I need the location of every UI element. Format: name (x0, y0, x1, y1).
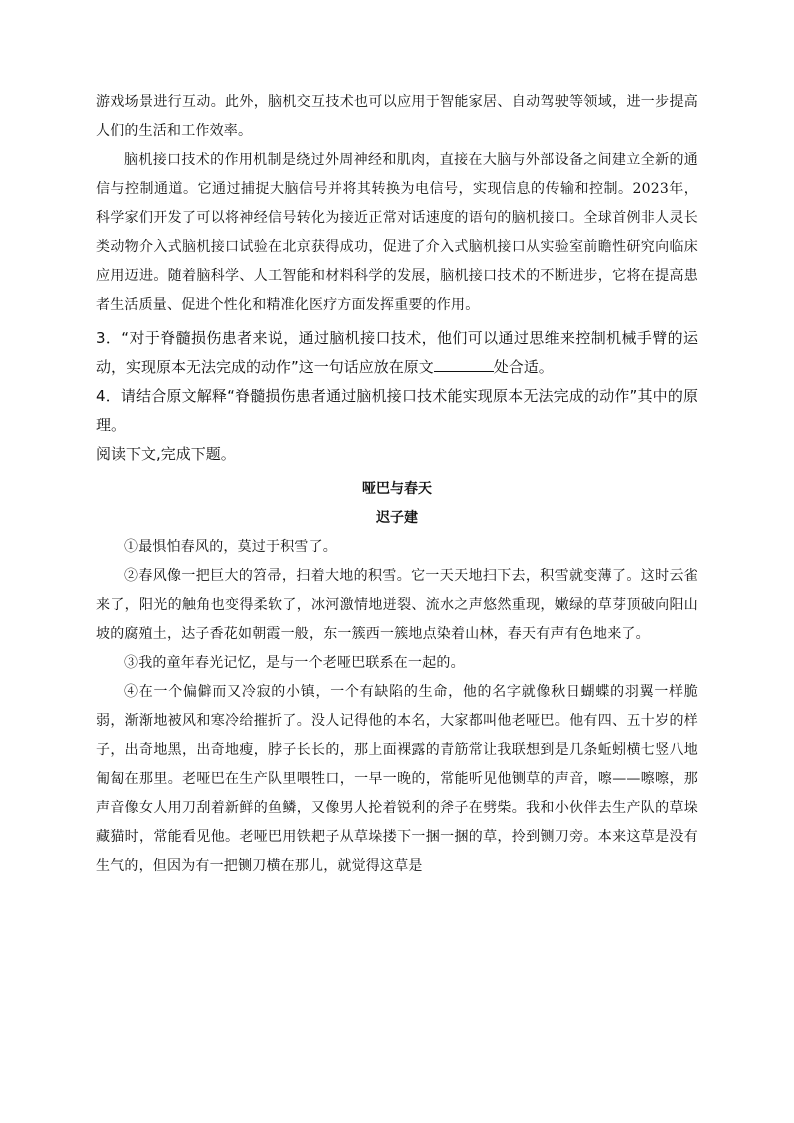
passage-paragraph-continued: 游戏场景进行互动。此外，脑机交互技术也可以应用于智能家居、自动驾驶等领域，进一步提高人们的生活和工作效率。 (96, 94, 698, 139)
article-author: 迟子建 (376, 510, 418, 526)
article-paragraph-4: ④在一个偏僻而又冷寂的小镇，一个有缺陷的生命，他的名字就像秋日蝴蝶的羽翼一样脆弱，渐渐地被风和寒冷给摧折了。没人记得他的本名，大家都叫他老哑巴。他有四、五十岁的样子，出奇地黑，出奇地瘦，脖子长长的，那上面裸露的青筋常让我联想到是几条蚯蚓横七竖八地匍匐在那里。老哑巴在生产队里喂牲口，一早一晚的，常能听见他铡草的声音，嚓——嚓嚓，那声音像女人用刀刮着新鲜的鱼鳞，又像男人抡着锐利的斧子在劈柴。我和小伙伴去生产队的草垛藏猫时，常能看见他。老哑巴用铁耙子从草垛搂下一捆一捆的草，拎到铡刀旁。本来这草是没有生气的，但因为有一把铡刀横在那儿，就觉得这草是 (96, 684, 698, 874)
question-3 (96, 324, 698, 382)
question-3-tail: 处合适。 (493, 358, 554, 376)
question-4: 4．请结合原文解释“脊髓损伤患者通过脑机接口技术能实现原本无法完成的动作”其中的原理。 (96, 387, 698, 434)
article-paragraph-3: ③我的童年春光记忆，是与一个老哑巴联系在一起的。 (124, 655, 465, 671)
passage-paragraph-mechanism: 脑机接口技术的作用机制是绕过外周神经和肌肉，直接在大脑与外部设备之间建立全新的通信与控制通道。它通过捕捉大脑信号并将其转换为电信号，实现信息的传输和控制。2023年，科学家们开发了可以将神经信号转化为接近正常对话速度的语句的脑机接口。全球首例非人灵长类动物介入式脑机接口试验在北京获得成功，促进了介入式脑机接口从实验室前瞻性研究向临床应用迈进。随着脑科学、人工智能和材料科学的发展，脑机接口技术的不断进步，它将在提高患者生活质量、促进个性化和精准化医疗方面发挥重要的作用。 (96, 152, 698, 313)
article-paragraph-1: ①最惧怕春风的，莫过于积雪了。 (124, 539, 337, 555)
article-title: 哑巴与春天 (362, 481, 432, 497)
answer-blank[interactable] (434, 357, 494, 372)
article-paragraph-2: ②春风像一把巨大的笤帚，扫着大地的积雪。它一天天地扫下去，积雪就变薄了。这时云雀来了，阳光的触角也变得柔软了，冰河激情地迸裂、流水之声悠然重现，嫩绿的草芽顶破向阳山坡的腐殖土，达子香花如朝霞一般，东一簇西一簇地点染着山林，春天有声有色地来了。 (96, 568, 698, 642)
document-page (96, 88, 698, 881)
reading-instruction: 阅读下文,完成下题。 (96, 445, 236, 463)
question-3-text: 3．“对于脊髓损伤患者来说，通过脑机接口技术，他们可以通过思维来控制机械手臂的运动，实现原本无法完成的动作”这一句话应放在原文 (96, 329, 698, 376)
